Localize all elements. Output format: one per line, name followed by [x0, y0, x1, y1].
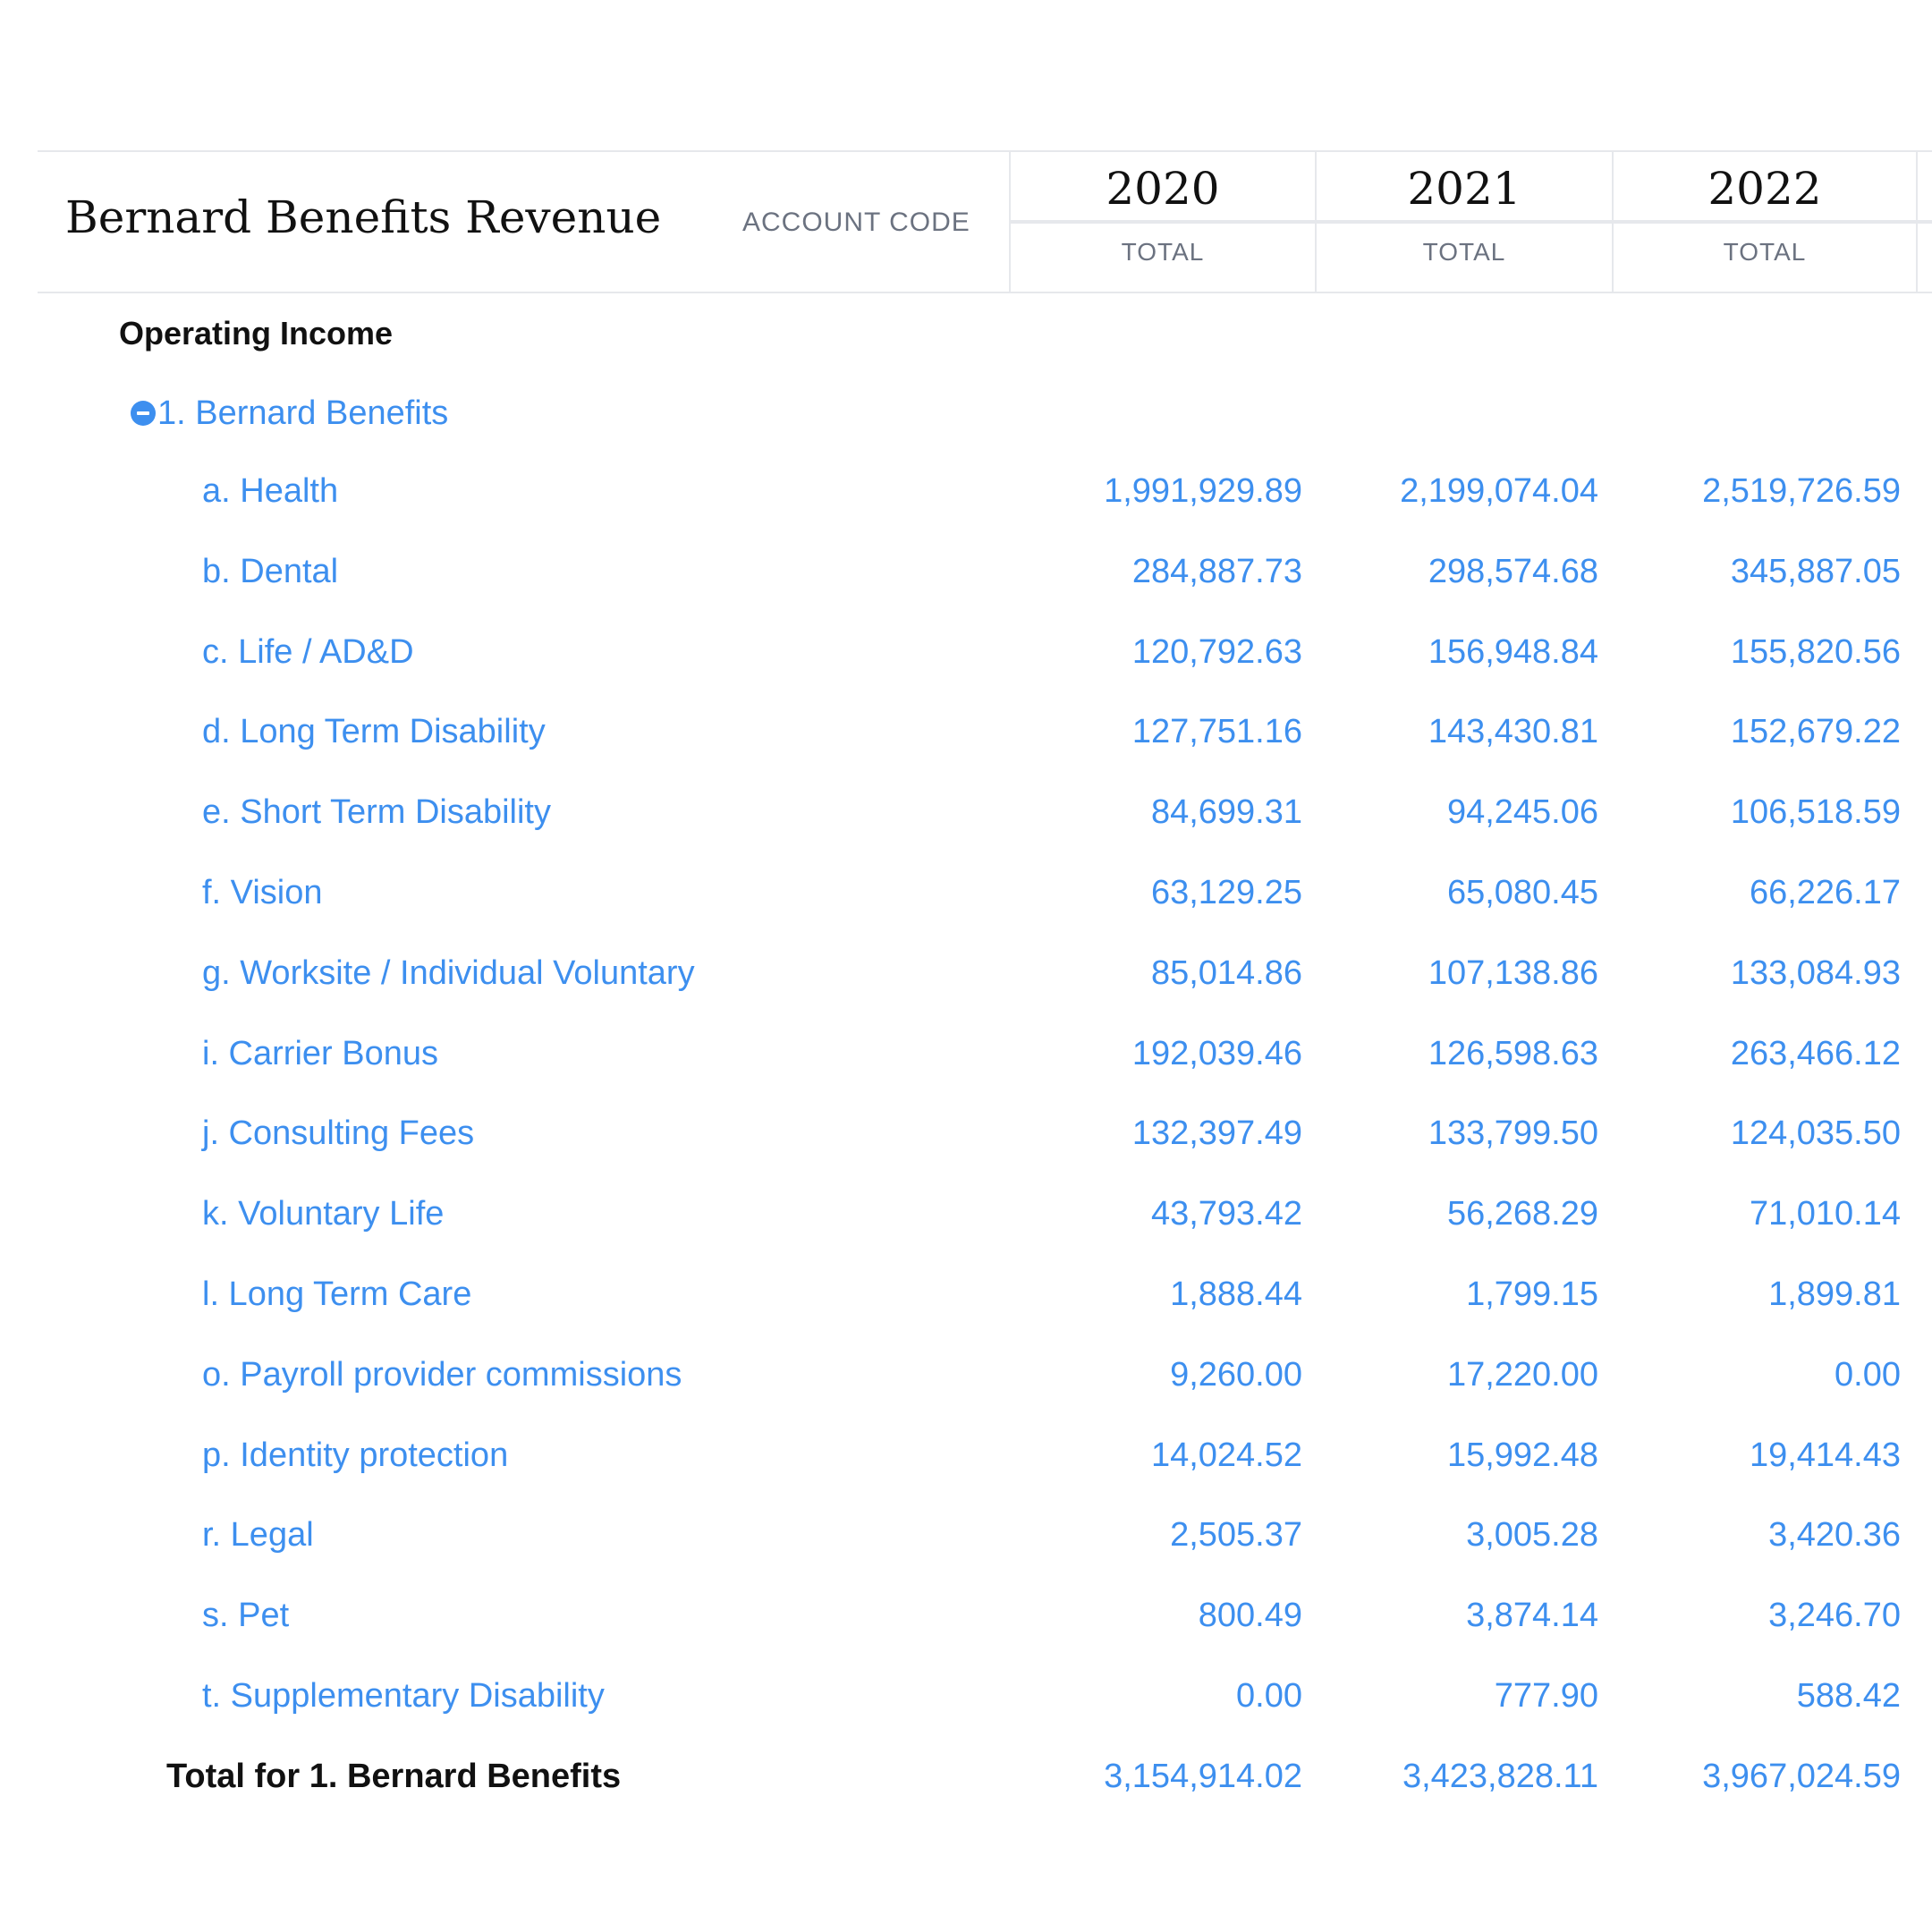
report-header [38, 150, 1932, 293]
row-value-2022[interactable]: 124,035.50 [1730, 1114, 1901, 1153]
row-label[interactable]: d. Long Term Disability [202, 713, 546, 751]
table-row[interactable] [0, 1593, 1932, 1647]
total-label-2021: TOTAL [1422, 238, 1506, 266]
table-row[interactable] [0, 1191, 1932, 1245]
table-row[interactable] [0, 1272, 1932, 1326]
row-value-2022[interactable]: 3,246.70 [1768, 1597, 1901, 1635]
row-value-2022[interactable]: 71,010.14 [1749, 1195, 1901, 1233]
collapse-icon[interactable] [131, 401, 156, 426]
section-title: Operating Income [119, 315, 394, 352]
row-value-2020[interactable]: 132,397.49 [1131, 1114, 1302, 1153]
row-value-2020[interactable]: 284,887.73 [1131, 552, 1302, 590]
total-label-2022: TOTAL [1723, 238, 1807, 266]
row-label[interactable]: l. Long Term Care [202, 1275, 472, 1313]
table-row[interactable] [0, 1352, 1932, 1406]
row-value-2020[interactable]: 84,699.31 [1150, 793, 1302, 832]
row-value-2020[interactable]: 127,751.16 [1131, 713, 1302, 751]
row-value-2021[interactable]: 3,874.14 [1466, 1597, 1598, 1635]
row-value-2021[interactable]: 2,199,074.04 [1400, 472, 1598, 510]
row-label[interactable]: c. Life / AD&D [202, 632, 414, 671]
total-value-2020: 3,154,914.02 [1104, 1757, 1302, 1795]
table-row[interactable] [0, 469, 1932, 522]
row-value-2020[interactable]: 14,024.52 [1150, 1436, 1302, 1474]
row-value-2022[interactable]: 19,414.43 [1749, 1436, 1901, 1474]
row-label[interactable]: o. Payroll provider commissions [202, 1355, 682, 1394]
row-value-2020[interactable]: 9,260.00 [1170, 1355, 1302, 1394]
total-label-2020: TOTAL [1121, 238, 1205, 266]
row-value-2020[interactable]: 1,991,929.89 [1104, 472, 1302, 510]
row-value-2021[interactable]: 156,948.84 [1428, 632, 1598, 671]
table-row[interactable] [0, 870, 1932, 924]
group-toggle[interactable] [131, 394, 448, 433]
table-row[interactable] [0, 1111, 1932, 1165]
row-value-2022[interactable]: 588.42 [1796, 1677, 1901, 1715]
row-value-2021[interactable]: 133,799.50 [1428, 1114, 1598, 1153]
row-value-2022[interactable]: 1,899.81 [1768, 1275, 1901, 1313]
column-header-next [1916, 152, 1932, 292]
row-value-2021[interactable]: 17,220.00 [1446, 1355, 1598, 1394]
row-label[interactable]: s. Pet [202, 1597, 290, 1635]
row-value-2021[interactable]: 94,245.06 [1446, 793, 1598, 832]
row-value-2020[interactable]: 43,793.42 [1150, 1195, 1302, 1233]
table-row[interactable] [0, 549, 1932, 603]
row-value-2022[interactable]: 2,519,726.59 [1702, 472, 1901, 510]
row-value-2021[interactable]: 143,430.81 [1428, 713, 1598, 751]
column-header-2021 [1315, 152, 1612, 292]
column-header-2022 [1612, 152, 1916, 292]
year-label-2022: 2022 [1614, 157, 1916, 224]
table-row[interactable] [0, 630, 1932, 683]
row-value-2020[interactable]: 800.49 [1198, 1597, 1302, 1635]
year-label-2021: 2021 [1317, 157, 1612, 224]
row-value-2022[interactable]: 133,084.93 [1730, 953, 1901, 992]
row-value-2020[interactable]: 2,505.37 [1170, 1516, 1302, 1555]
row-label[interactable]: k. Voluntary Life [202, 1195, 445, 1233]
row-value-2021[interactable]: 1,799.15 [1466, 1275, 1598, 1313]
row-label[interactable]: t. Supplementary Disability [202, 1677, 605, 1715]
row-value-2022[interactable]: 155,820.56 [1730, 632, 1901, 671]
row-value-2021[interactable]: 65,080.45 [1446, 874, 1598, 911]
row-value-2021[interactable]: 298,574.68 [1428, 552, 1598, 590]
year-label-next [1918, 157, 1932, 224]
row-value-2021[interactable]: 107,138.86 [1428, 953, 1598, 992]
report-title: Bernard Benefits Revenue [65, 191, 662, 243]
row-value-2020[interactable]: 85,014.86 [1150, 953, 1302, 992]
row-label[interactable]: a. Health [202, 472, 339, 510]
row-value-2021[interactable]: 777.90 [1494, 1677, 1598, 1715]
table-row[interactable] [0, 709, 1932, 763]
row-value-2022[interactable]: 3,420.36 [1768, 1516, 1901, 1555]
table-row[interactable] [0, 1513, 1932, 1566]
row-label[interactable]: r. Legal [202, 1516, 314, 1555]
row-label[interactable]: f. Vision [202, 874, 323, 911]
row-label[interactable]: j. Consulting Fees [202, 1114, 475, 1153]
row-value-2020[interactable]: 192,039.46 [1131, 1034, 1302, 1072]
row-value-2022[interactable]: 263,466.12 [1730, 1034, 1901, 1072]
row-value-2022[interactable]: 345,887.05 [1730, 552, 1901, 590]
row-value-2022[interactable]: 66,226.17 [1749, 874, 1901, 911]
column-header-2020 [1009, 152, 1315, 292]
table-row[interactable] [0, 790, 1932, 843]
row-value-2021[interactable]: 15,992.48 [1446, 1436, 1598, 1474]
row-label[interactable]: p. Identity protection [202, 1436, 509, 1474]
table-row[interactable] [0, 1433, 1932, 1487]
row-value-2020[interactable]: 1,888.44 [1170, 1275, 1302, 1313]
year-label-2020: 2020 [1011, 157, 1315, 224]
row-label[interactable]: g. Worksite / Individual Voluntary [202, 953, 695, 992]
total-row [0, 1754, 1932, 1808]
row-value-2020[interactable]: 63,129.25 [1150, 874, 1302, 911]
row-value-2022[interactable]: 152,679.22 [1730, 713, 1901, 751]
row-value-2021[interactable]: 3,005.28 [1466, 1516, 1598, 1555]
row-value-2021[interactable]: 56,268.29 [1446, 1195, 1598, 1233]
row-value-2020[interactable]: 0.00 [1236, 1677, 1302, 1715]
row-label[interactable]: b. Dental [202, 552, 339, 590]
total-value-2021: 3,423,828.11 [1402, 1757, 1598, 1795]
total-row-label: Total for 1. Bernard Benefits [166, 1757, 622, 1795]
group-label[interactable]: 1. Bernard Benefits [157, 394, 449, 432]
table-row[interactable] [0, 1031, 1932, 1085]
row-label[interactable]: e. Short Term Disability [202, 793, 551, 832]
row-label[interactable]: i. Carrier Bonus [202, 1034, 438, 1072]
total-value-2022: 3,967,024.59 [1702, 1757, 1901, 1795]
table-row[interactable] [0, 951, 1932, 1004]
account-code-header: ACCOUNT CODE [742, 208, 970, 237]
row-value-2020[interactable]: 120,792.63 [1131, 632, 1302, 671]
row-value-2021[interactable]: 126,598.63 [1428, 1034, 1598, 1072]
row-value-2022[interactable]: 106,518.59 [1730, 793, 1901, 832]
row-value-2022[interactable]: 0.00 [1835, 1355, 1901, 1394]
table-row[interactable] [0, 1674, 1932, 1727]
